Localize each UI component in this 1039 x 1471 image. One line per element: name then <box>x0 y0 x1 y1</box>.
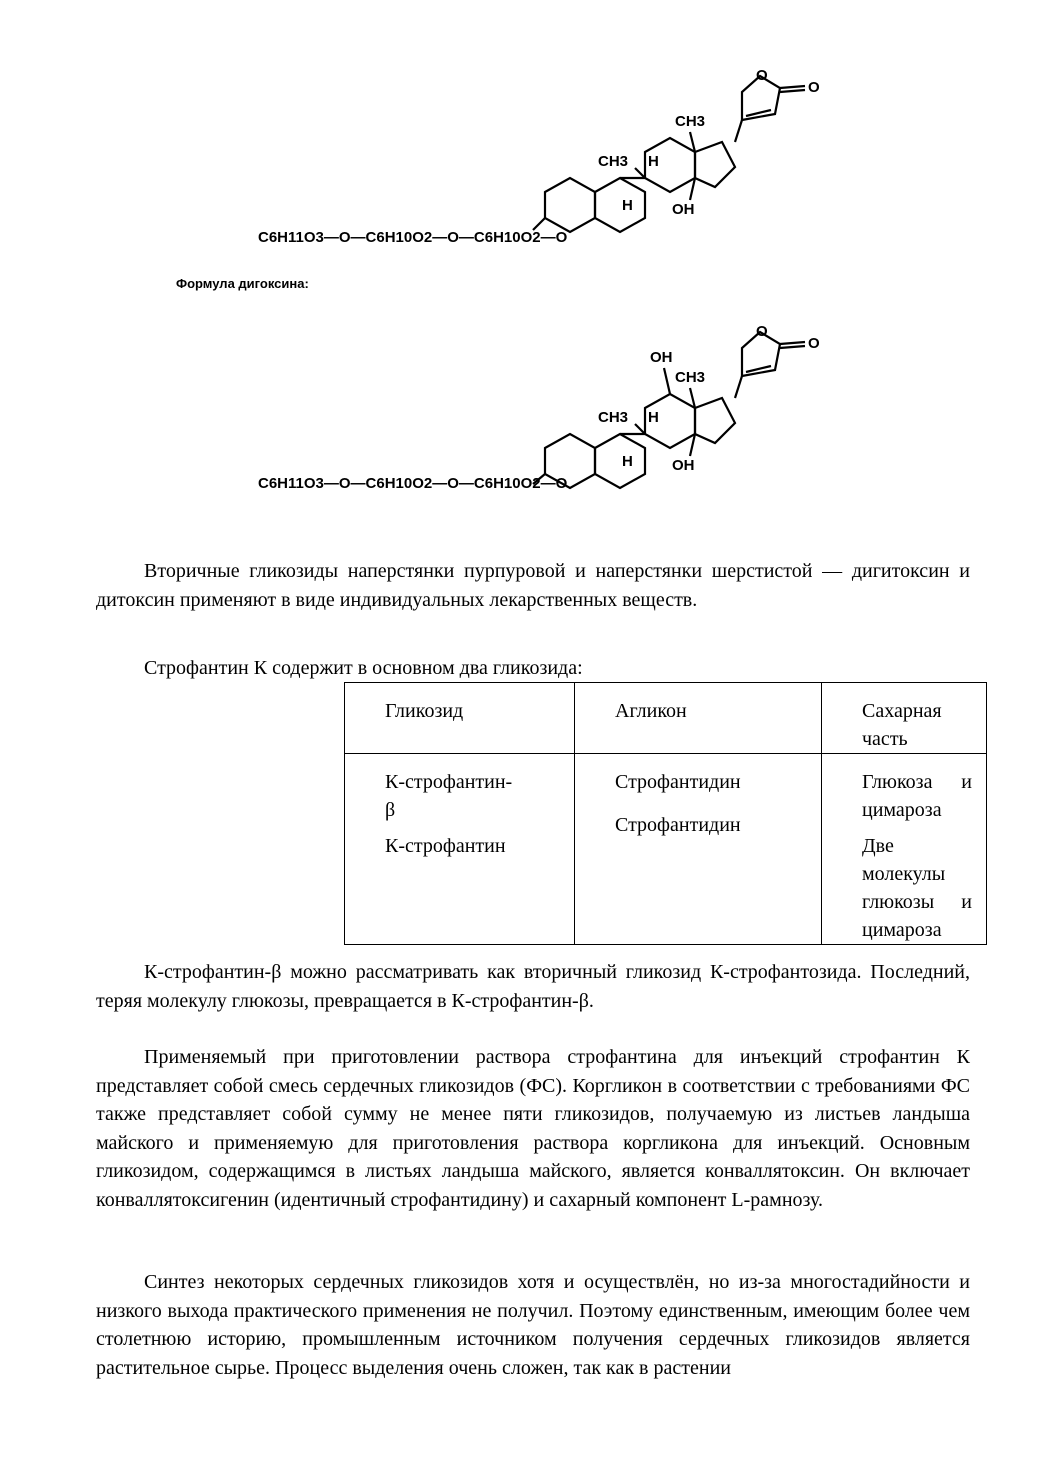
paragraph-k-strophanthin-beta: К-строфантин-β можно рассматривать как вторичный гликозид К-строфантозида. Последний, теряя молекулу глюкозы, превращается в К-строфантин-β. <box>96 961 970 1012</box>
paragraph-synthesis: Синтез некоторых сердечных гликозидов хотя и осуществлён, но из-за многостадийности и низкого выхода практического применения не получил. Поэтому единственным, имеющим более чем столетнюю историю, промышленным источником получения сердечных гликозидов является растительное сырье. Процесс выделения очень сложен, так как в растении <box>96 1271 970 1379</box>
carbonyl-oxygen-label: O <box>808 335 820 352</box>
hydroxyl-top-label: OH <box>650 349 673 366</box>
ring-oxygen-label: O <box>756 67 768 84</box>
cell-sugar-part: Глюкоза и цимароза Две молекулы глюкозы и цимароза <box>822 754 987 945</box>
chain-part: O <box>338 229 351 246</box>
structural-formula-1 <box>250 62 850 252</box>
chain-part: C6H10O2 <box>365 475 433 492</box>
hydrogen-upper-label: H <box>648 153 659 170</box>
header-aglycone: Агликон <box>575 683 822 754</box>
sugar-chain-label: C6H11O3—O—C6H10O2—O—C6H10O2—O <box>258 229 568 246</box>
hydrogen-lower-label: H <box>622 453 633 470</box>
chain-part: C6H10O2 <box>473 475 541 492</box>
table-header-row <box>345 683 987 754</box>
hydrogen-upper-label: H <box>648 409 659 426</box>
chain-part: C6H11O3 <box>258 475 324 492</box>
methyl-mid-label: CH3 <box>598 409 629 426</box>
carbonyl-oxygen-label: O <box>808 79 820 96</box>
chain-part: C6H10O2 <box>473 229 541 246</box>
chain-part: C6H11O3 <box>258 229 324 246</box>
ring-oxygen-label: O <box>756 323 768 340</box>
chain-part: O <box>555 229 568 246</box>
cell-glycoside: К-строфантин- β К-строфантин <box>345 754 575 945</box>
methyl-top-label: CH3 <box>675 369 706 386</box>
header-glycoside: Гликозид <box>345 683 575 754</box>
glycoside-table <box>344 682 987 945</box>
paragraph-strophanthin-intro: Строфантин К содержит в основном два гликозида: <box>144 657 583 679</box>
hydroxyl-label: OH <box>672 201 695 218</box>
hydrogen-lower-label: H <box>622 197 633 214</box>
hydroxyl-label: OH <box>672 457 695 474</box>
figure-caption: Формула дигоксина: <box>176 276 309 291</box>
table-row <box>345 754 987 945</box>
sugar-chain-label: C6H11O3—O—C6H10O2—O—C6H10O2—O <box>258 475 568 492</box>
chain-part: O <box>447 229 459 246</box>
methyl-mid-label: CH3 <box>598 153 629 170</box>
chain-part: O <box>555 475 568 492</box>
methyl-top-label: CH3 <box>675 113 706 130</box>
cell-aglycone: Строфантидин Строфантидин <box>575 754 822 945</box>
chain-part: C6H10O2 <box>365 229 433 246</box>
header-sugar-part: Сахарная часть <box>822 683 987 754</box>
chain-part: O <box>338 475 351 492</box>
paragraph-secondary-glycosides: Вторичные гликозиды наперстянки пурпуровой и наперстянки шерстистой — дигитоксин и дитоксин применяют в виде индивидуальных лекарственных веществ. <box>96 560 970 611</box>
paragraph-corglycon: Применяемый при приготовлении раствора строфантина для инъекций строфантин К представляет собой смесь сердечных гликозидов (ФС). Коргликон в соответствии с требованиями ФС также представляет собой сумму не менее пяти гликозидов, получаемую из листьев ландыша майского и применяемую для приготовления раствора коргликона для инъекций. Основным гликозидом, содержащимся в листьях ландыша майского, является конваллятоксин. Он включает конваллятоксигенин (идентичный строфантидину) и сахарный компонент L-рамнозу. <box>96 1046 970 1211</box>
chain-part: O <box>447 475 459 492</box>
structural-formula-2 <box>250 318 850 518</box>
